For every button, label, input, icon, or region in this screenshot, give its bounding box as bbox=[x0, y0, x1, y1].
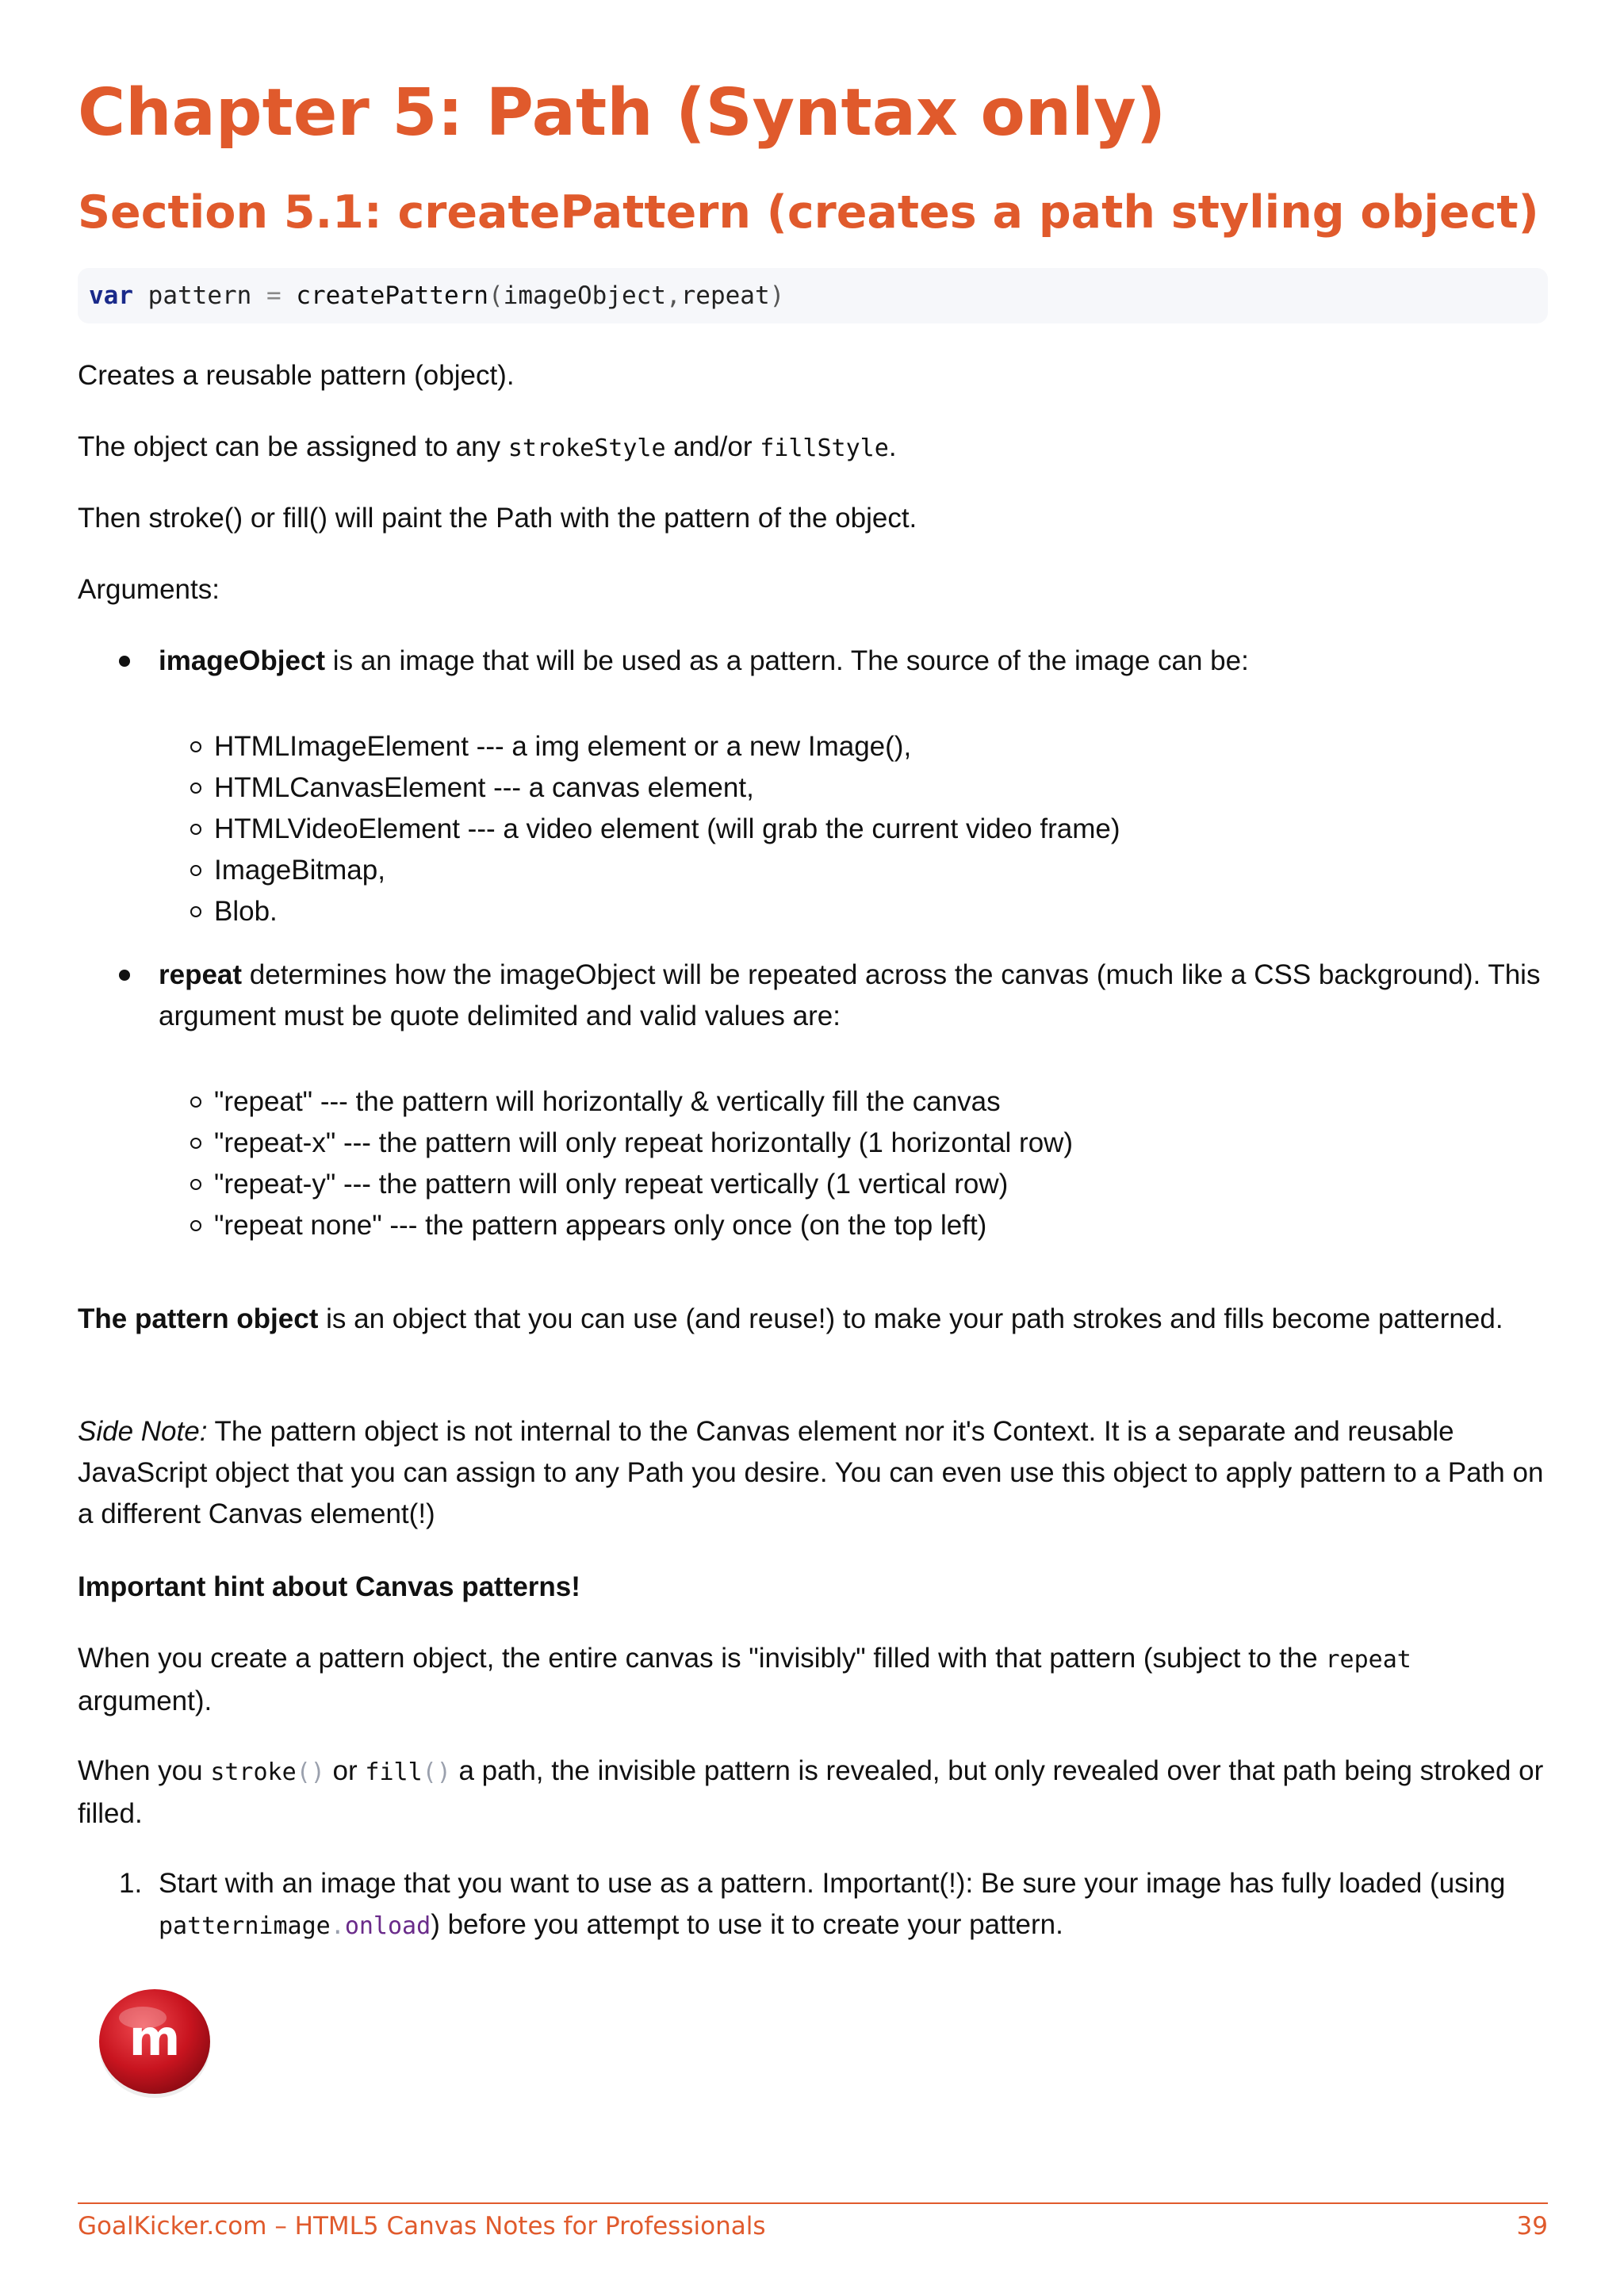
paragraph-pattern-object bbox=[78, 1299, 1548, 1340]
stroke-fill-post: a path, the invisible pattern is revealed, but only revealed over that path being stroked or filled. bbox=[78, 1755, 1544, 1829]
mm-candy-image bbox=[95, 1982, 214, 2101]
code-operator: = bbox=[266, 281, 282, 310]
side-note-label: Side Note: bbox=[78, 1416, 208, 1447]
sub-item-text: "repeat-y" --- the pattern will only repeat vertically (1 vertical row) bbox=[214, 1169, 1009, 1200]
sub-item bbox=[214, 1123, 1073, 1164]
paragraph-intro: Creates a reusable pattern (object). bbox=[78, 360, 515, 391]
list-item-text bbox=[159, 955, 1548, 1037]
code-var-name: pattern bbox=[147, 281, 252, 310]
code-fill-parens: () bbox=[422, 1758, 451, 1786]
code-arg1: imageObject bbox=[503, 281, 666, 310]
section-title: Section 5.1: createPattern (creates a path styling object) bbox=[78, 186, 1539, 239]
desc-repeat: determines how the imageObject will be repeated across the canvas (much like a CSS background). This argument must be quote delimited and valid values are: bbox=[159, 959, 1541, 1031]
mm-letter: m bbox=[128, 2009, 181, 2067]
list-item-imageobject bbox=[119, 641, 1548, 682]
step-text bbox=[159, 1863, 1548, 1947]
bullet-dot bbox=[119, 656, 130, 667]
sub-item-text: Blob. bbox=[214, 896, 278, 927]
pattern-object-bold: The pattern object bbox=[78, 1303, 319, 1334]
invisible-fill-pre: When you create a pattern object, the entire canvas is "invisibly" filled with that pattern (subject to the bbox=[78, 1643, 1326, 1674]
code-stroke-parens: () bbox=[296, 1758, 325, 1786]
sub-item bbox=[214, 1164, 1008, 1205]
code-strokestyle: strokeStyle bbox=[508, 434, 666, 462]
sub-item-text: HTMLCanvasElement --- a canvas element, bbox=[214, 772, 754, 803]
sub-item-text: HTMLImageElement --- a img element or a new Image(), bbox=[214, 731, 912, 762]
stroke-fill-mid: or bbox=[324, 1755, 366, 1786]
circle-bullet-icon bbox=[190, 1179, 201, 1190]
page-number: 39 bbox=[1516, 2212, 1548, 2241]
code-keyword: var bbox=[89, 281, 133, 310]
chapter-title: Chapter 5: Path (Syntax only) bbox=[78, 75, 1166, 151]
arguments-heading: Arguments: bbox=[78, 574, 220, 605]
numbered-step-1 bbox=[119, 1863, 1548, 1947]
sub-item-text: "repeat-x" --- the pattern will only repeat horizontally (1 horizontal row) bbox=[214, 1127, 1074, 1158]
sub-item bbox=[214, 1205, 986, 1246]
code-repeat: repeat bbox=[1325, 1646, 1411, 1674]
circle-bullet-icon bbox=[190, 865, 201, 876]
code-patternimage: patternimage bbox=[159, 1912, 331, 1940]
step-number: 1. bbox=[119, 1868, 143, 1899]
circle-bullet-icon bbox=[190, 1138, 201, 1149]
code-paren-close: ) bbox=[769, 281, 785, 310]
paragraph-paint: Then stroke() or fill() will paint the Path with the pattern of the object. bbox=[78, 503, 917, 534]
paragraph-side-note bbox=[78, 1411, 1548, 1535]
assign-pre: The object can be assigned to any bbox=[78, 431, 508, 462]
stroke-fill-pre: When you bbox=[78, 1755, 211, 1786]
sub-item-text: "repeat none" --- the pattern appears only once (on the top left) bbox=[214, 1210, 987, 1241]
circle-bullet-icon bbox=[190, 783, 201, 794]
sub-item bbox=[214, 850, 385, 891]
sub-item-text: ImageBitmap, bbox=[214, 855, 385, 886]
paragraph-stroke-fill bbox=[78, 1751, 1548, 1835]
footer-divider bbox=[78, 2202, 1548, 2204]
invisible-fill-post: argument). bbox=[78, 1686, 213, 1716]
important-hint-heading bbox=[78, 1567, 1548, 1608]
side-note-text: The pattern object is not internal to the Canvas element nor it's Context. It is a separate and reusable JavaScript object that you can assign to any Path you desire. You can even use this object to apply pattern to a Path on a different Canvas element(!) bbox=[78, 1416, 1544, 1529]
code-stroke: stroke bbox=[210, 1758, 297, 1786]
paragraph-invisible-fill bbox=[78, 1638, 1548, 1722]
code-block bbox=[78, 268, 1548, 323]
sub-item bbox=[214, 1081, 1001, 1123]
term-imageobject: imageObject bbox=[159, 645, 326, 676]
circle-bullet-icon bbox=[190, 741, 201, 752]
circle-bullet-icon bbox=[190, 824, 201, 835]
pattern-object-rest: is an object that you can use (and reuse!) to make your path strokes and fills become patterned. bbox=[318, 1303, 1503, 1334]
step-pre: Start with an image that you want to use as a pattern. Important(!): Be sure your image has fully loaded (using bbox=[159, 1868, 1506, 1899]
desc-imageobject: is an image that will be used as a pattern. The source of the image can be: bbox=[325, 645, 1249, 676]
sub-item bbox=[214, 767, 754, 809]
term-repeat: repeat bbox=[159, 959, 243, 990]
circle-bullet-icon bbox=[190, 906, 201, 917]
assign-mid: and/or bbox=[665, 431, 760, 462]
list-item-repeat bbox=[119, 955, 1548, 1037]
circle-bullet-icon bbox=[190, 1096, 201, 1108]
code-function: createPattern bbox=[296, 281, 488, 310]
code-comma: , bbox=[665, 281, 681, 310]
code-dot: . bbox=[330, 1912, 345, 1940]
code-fillstyle: fillStyle bbox=[760, 434, 889, 462]
list-item-text bbox=[159, 641, 1548, 682]
sub-item bbox=[214, 891, 278, 932]
code-fill: fill bbox=[365, 1758, 423, 1786]
important-hint-text: Important hint about Canvas patterns! bbox=[78, 1571, 580, 1602]
footer-source: GoalKicker.com – HTML5 Canvas Notes for Professionals bbox=[78, 2212, 766, 2241]
step-post: ) before you attempt to use it to create your pattern. bbox=[431, 1909, 1063, 1940]
sub-item-text: HTMLVideoElement --- a video element (will grab the current video frame) bbox=[214, 813, 1120, 844]
bullet-dot bbox=[119, 970, 130, 981]
sub-item-text: "repeat" --- the pattern will horizontally & vertically fill the canvas bbox=[214, 1086, 1001, 1117]
code-onload: onload bbox=[344, 1912, 431, 1940]
code-arg2: repeat bbox=[680, 281, 770, 310]
circle-bullet-icon bbox=[190, 1220, 201, 1231]
sub-item bbox=[214, 726, 911, 767]
assign-post: . bbox=[888, 431, 897, 462]
paragraph-assign bbox=[78, 427, 1548, 469]
code-paren-open: ( bbox=[488, 281, 504, 310]
sub-item bbox=[214, 809, 1120, 850]
